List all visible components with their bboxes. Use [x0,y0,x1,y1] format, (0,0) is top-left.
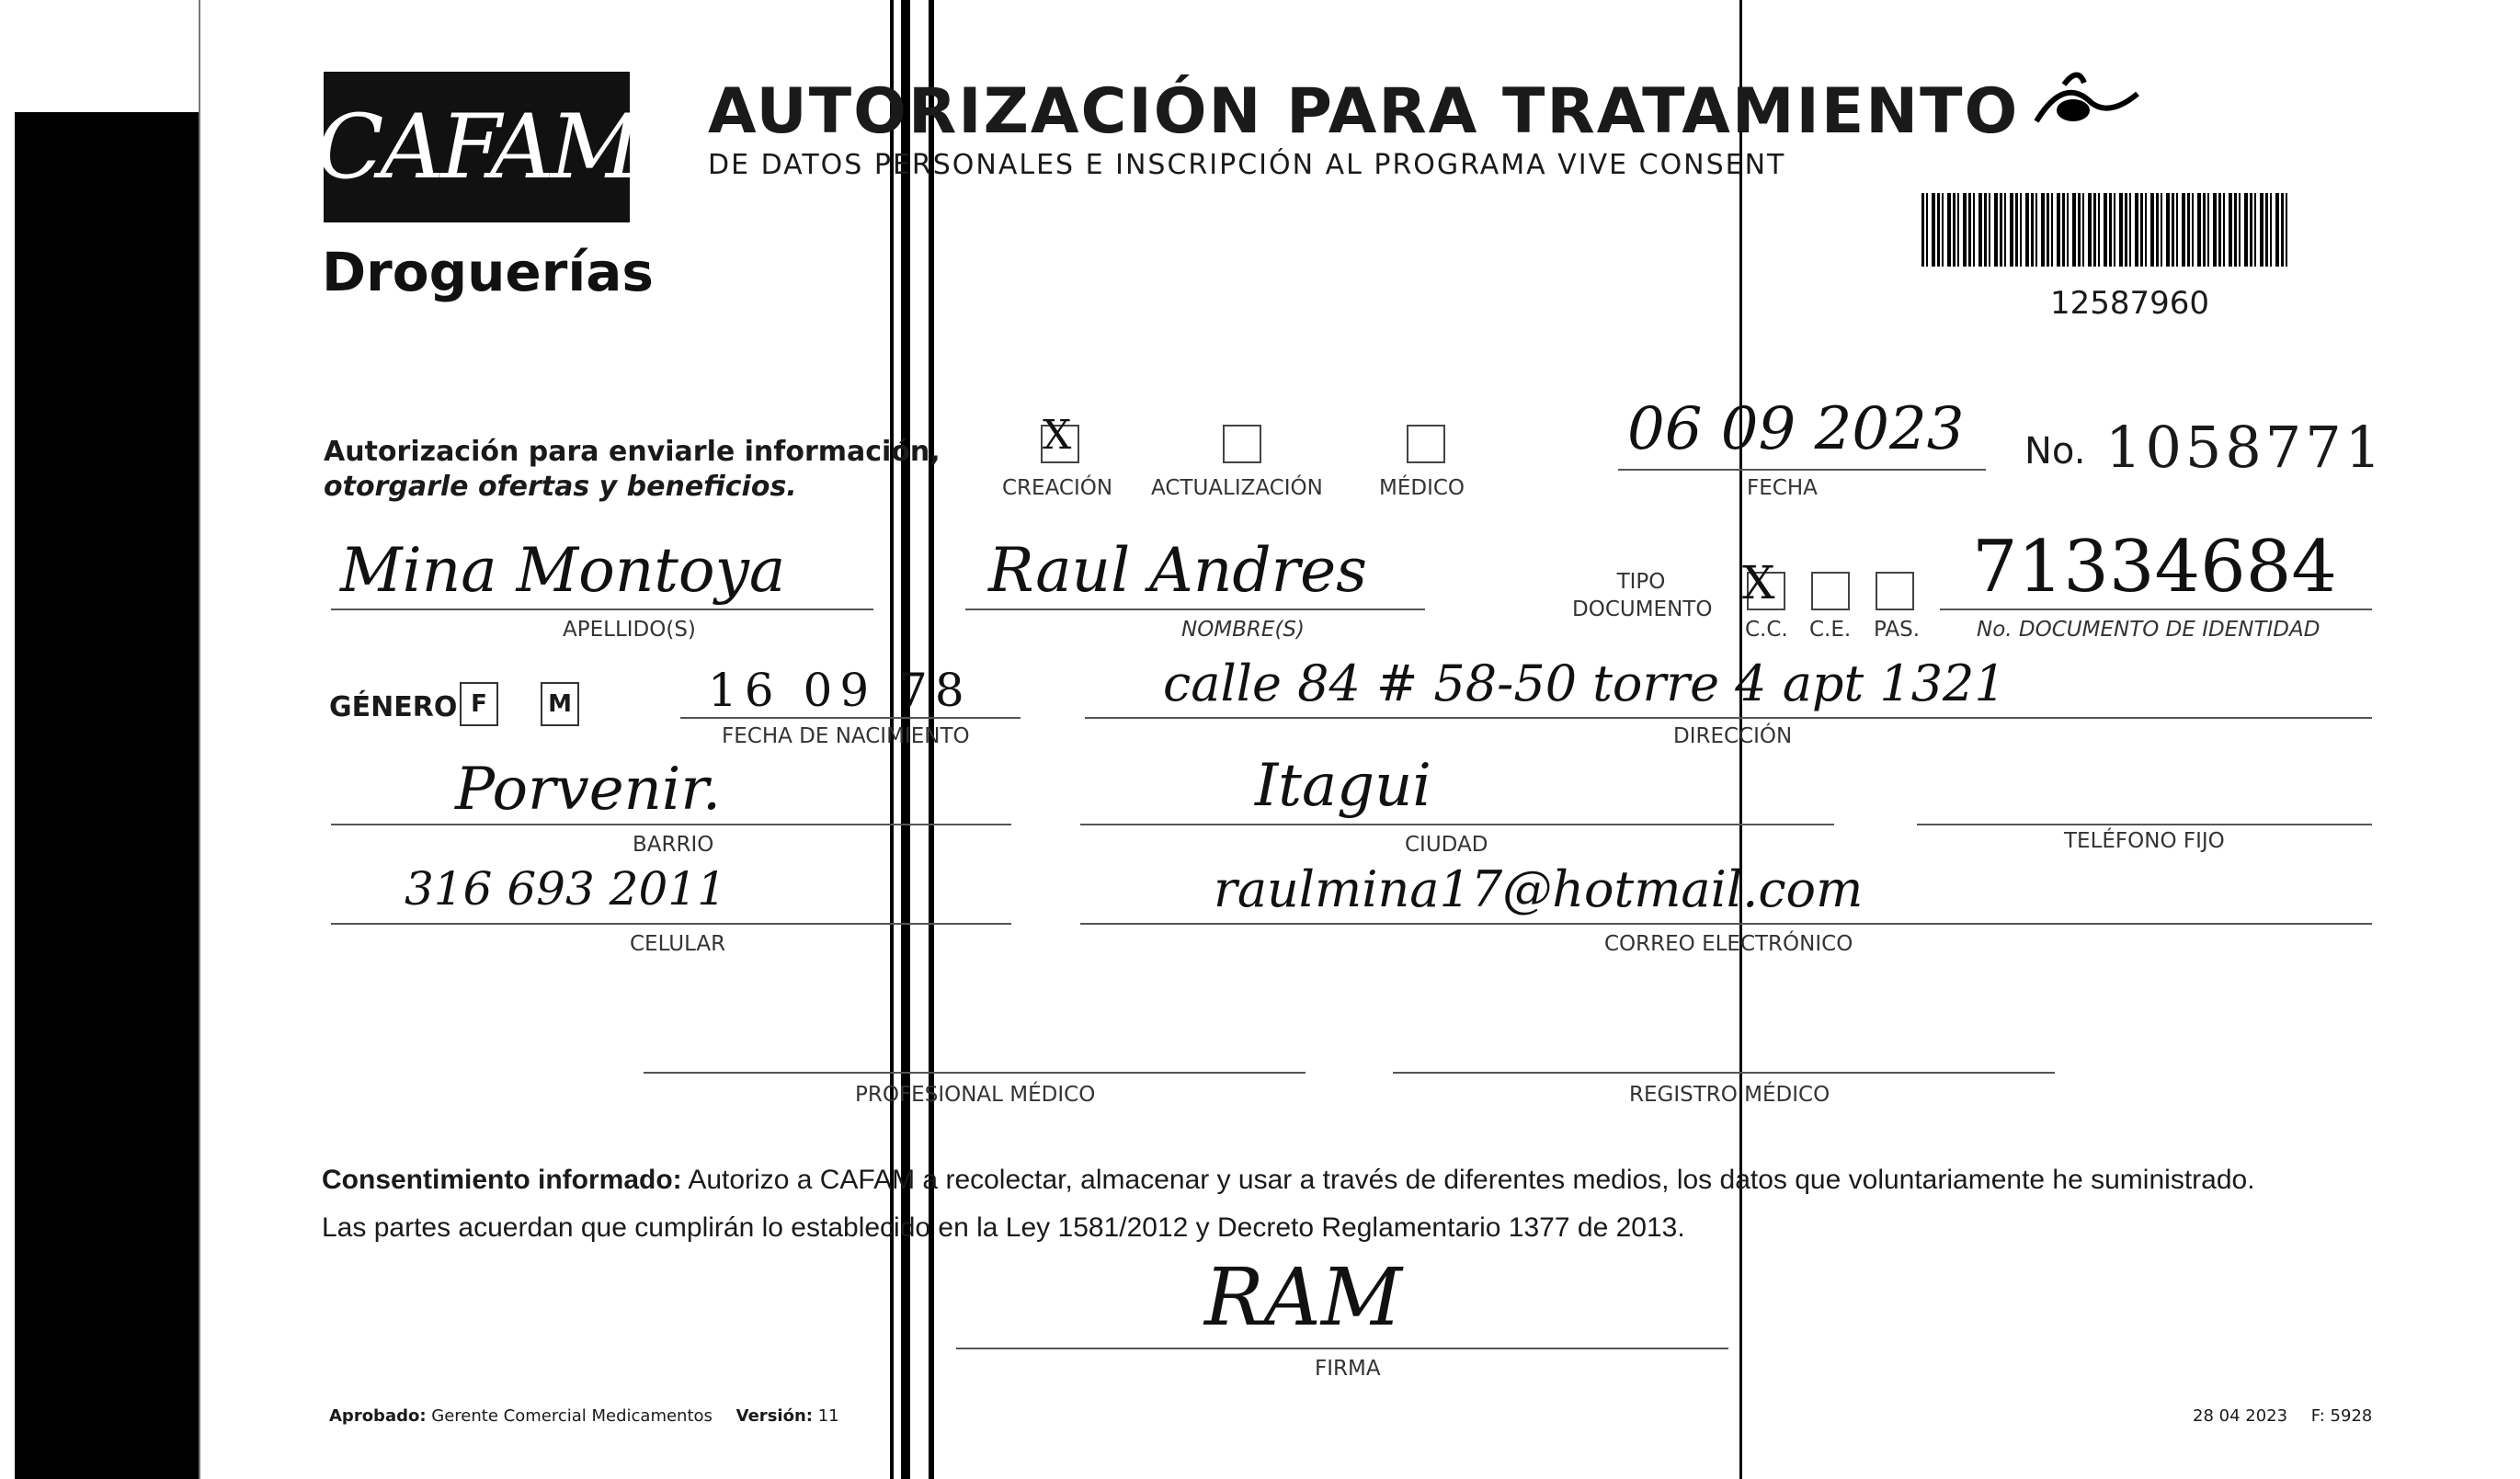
consent-text-2: Las partes acuerdan que cumplirán lo establecido en la Ley 1581/2012 y Decreto Reglamentario 1377 de 2013. [322,1212,1685,1243]
doc-ce-label: C.E. [1809,618,1852,642]
consent-heading: Consentimiento informado: [322,1165,682,1195]
documento-line [1940,609,2372,610]
correo-label: CORREO ELECTRÓNICO [1604,932,1853,956]
celular-label: CELULAR [630,932,726,956]
celular-value: 316 693 2011 [405,862,726,916]
barcode [1921,193,2289,267]
nombres-line [965,609,1425,610]
fecha-underline [1618,469,1986,471]
firma-line [956,1348,1728,1349]
documento-value: 71334684 [1972,526,2338,609]
direccion-value: calle 84 # 58-50 torre 4 apt 1321 [1163,654,2006,712]
intro-line-1: Autorización para enviarle información, [324,436,941,468]
telefono-label: TELÉFONO FIJO [2064,829,2225,853]
barcode-number: 12587960 [2050,285,2210,322]
creacion-mark: X [1043,412,1072,459]
firma-label: FIRMA [1315,1357,1381,1381]
apellidos-label: APELLIDO(S) [563,618,696,642]
profesional-label: PROFESIONAL MÉDICO [855,1083,1096,1107]
eye-logo-icon [2027,66,2147,143]
celular-line [331,923,1011,925]
tipo-documento-label: TIPO DOCUMENTO [1572,570,1713,621]
nombres-label: NOMBRE(S) [1181,618,1305,642]
footer-left [329,1406,839,1426]
doc-pas-checkbox[interactable] [1876,572,1914,610]
intro-line-2: otorgarle ofertas y beneficios. [324,471,797,503]
genero-m-checkbox[interactable]: M [541,682,579,726]
apellidos-value: Mina Montoya [340,535,786,606]
numero-prefix: No. [2024,430,2086,472]
footer-date-code: 28 04 2023 [2193,1406,2288,1426]
actualizacion-label: ACTUALIZACIÓN [1151,476,1323,500]
nacimiento-line [680,717,1021,719]
scan-edge-line [199,0,200,1479]
aprobado-value: Gerente Comercial Medicamentos [431,1406,713,1426]
scan-black-margin [15,112,199,1479]
barrio-line [331,824,1011,825]
ciudad-label: CIUDAD [1405,833,1488,857]
medico-checkbox[interactable] [1407,425,1445,463]
genero-f-checkbox[interactable]: F [460,682,498,726]
doc-cc-label: C.C. [1745,618,1788,642]
ciudad-value: Itagui [1255,752,1431,820]
aprobado-label: Aprobado: [329,1406,427,1426]
page-subtitle: DE DATOS PERSONALES E INSCRIPCIÓN AL PROGRAMA VIVE CONSENT [708,149,1786,181]
barrio-value: Porvenir. [455,756,722,824]
direccion-line [1085,717,2372,719]
direccion-label: DIRECCIÓN [1673,724,1793,748]
doc-pas-label: PAS. [1874,618,1921,642]
ciudad-line [1080,824,1834,825]
version-value: 11 [817,1406,839,1426]
consent-paragraph [322,1156,2390,1252]
doc-ce-checkbox[interactable] [1811,572,1850,610]
registro-line [1393,1072,2055,1074]
version-label: Versión: [735,1406,813,1426]
medico-label: MÉDICO [1379,476,1465,500]
cafam-logo: CAFAM [324,72,630,222]
logo-subtitle: Droguerías [322,241,654,303]
fecha-value: 06 09 2023 [1627,395,1965,463]
consent-text-1: Autorizo a CAFAM a recolectar, almacenar y usar a través de diferentes medios, los datos que voluntariamente he suministrado. [688,1165,2255,1195]
nacimiento-label: FECHA DE NACIMIENTO [722,724,970,748]
nombres-value: Raul Andres [988,535,1368,606]
barrio-label: BARRIO [633,833,714,857]
correo-line [1080,923,2372,925]
actualizacion-checkbox[interactable] [1223,425,1261,463]
page-title: AUTORIZACIÓN PARA TRATAMIENTO [708,75,2020,148]
genero-label: GÉNERO [329,691,458,723]
apellidos-line [331,609,873,610]
registro-label: REGISTRO MÉDICO [1629,1083,1830,1107]
creacion-label: CREACIÓN [1002,476,1113,500]
correo-value: raulmina17@hotmail.com [1214,860,1864,918]
doc-cc-mark: X [1742,556,1775,609]
telefono-line [1917,824,2372,825]
numero-value: 1058771 [2105,414,2386,481]
signature: RAM [1204,1252,1402,1344]
profesional-line [644,1072,1306,1074]
fecha-label: FECHA [1747,476,1818,500]
footer-form-code: F: 5928 [2310,1406,2373,1426]
footer-right [2193,1406,2372,1426]
nacimiento-value: 16 09 78 [708,664,972,717]
consent-line-1 [322,1156,2390,1204]
documento-label: No. DOCUMENTO DE IDENTIDAD [1977,618,2320,642]
